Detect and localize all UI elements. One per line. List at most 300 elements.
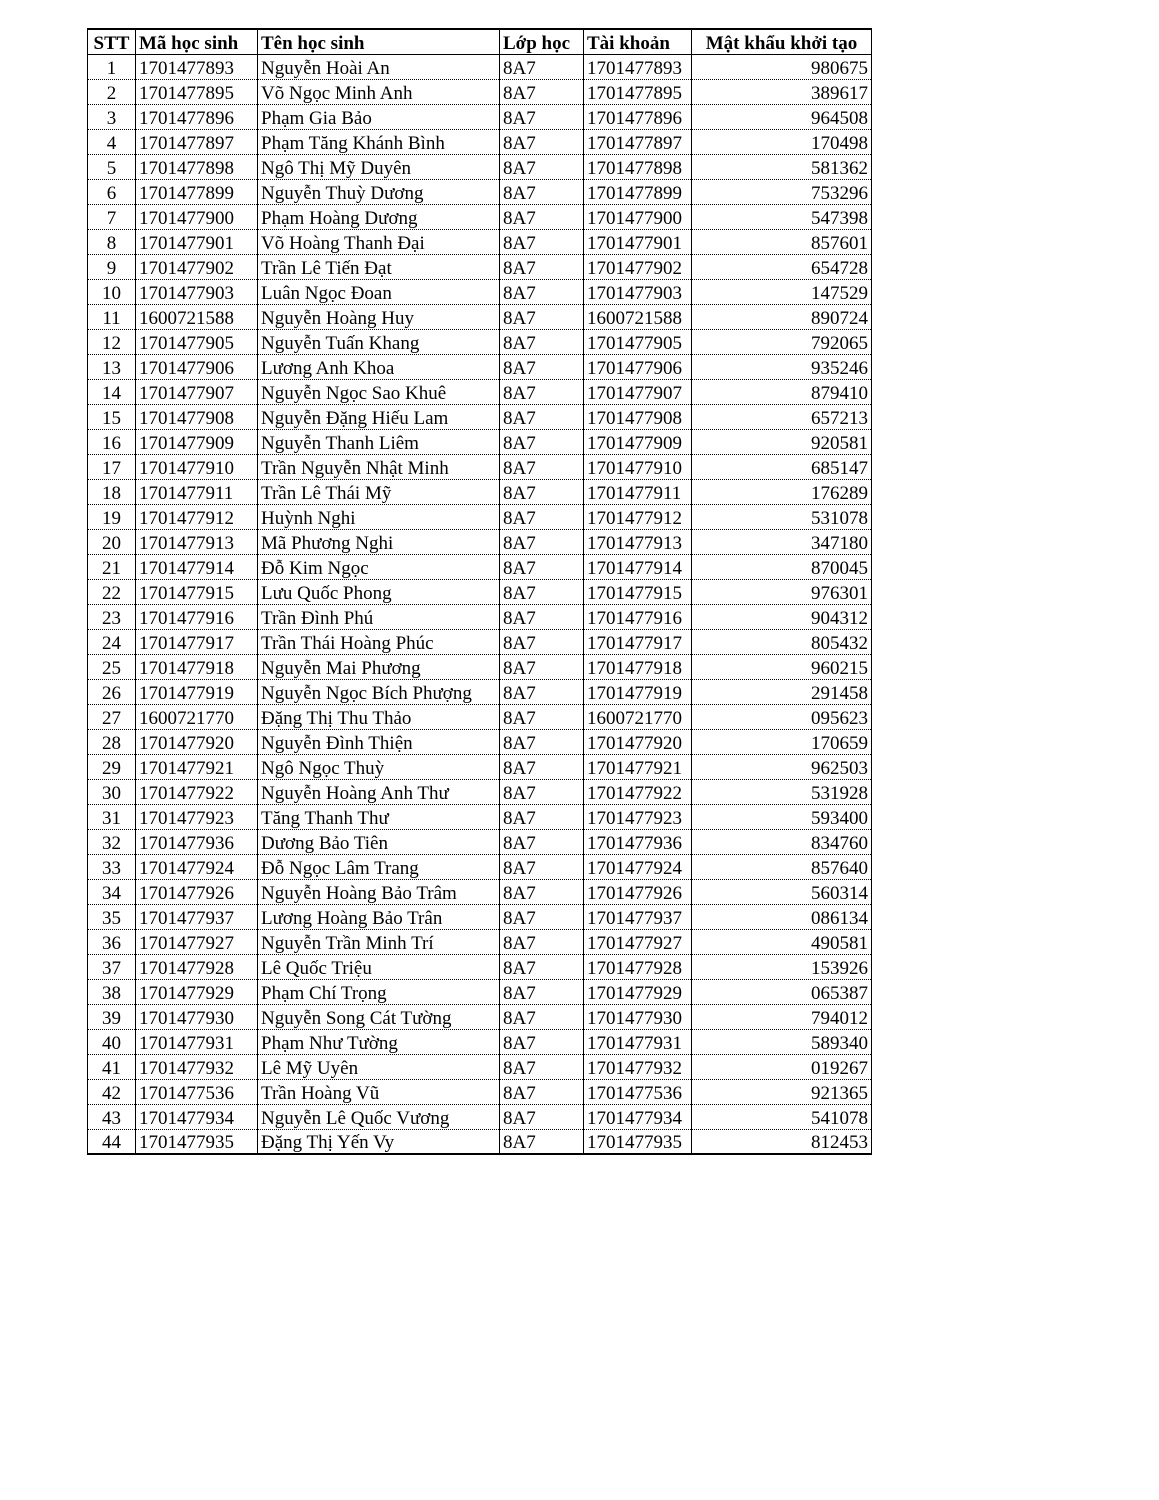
cell-class: 8A7: [500, 729, 584, 754]
cell-student-code: 1701477916: [136, 604, 258, 629]
table-row: [88, 54, 872, 79]
cell-initial-password: 920581: [692, 429, 872, 454]
cell-account: 1701477901: [584, 229, 692, 254]
cell-student-name: Nguyễn Ngọc Sao Khuê: [258, 379, 500, 404]
table-row: [88, 1054, 872, 1079]
cell-student-name: Phạm Gia Bảo: [258, 104, 500, 129]
cell-class: 8A7: [500, 679, 584, 704]
cell-initial-password: 857601: [692, 229, 872, 254]
cell-account: 1701477905: [584, 329, 692, 354]
cell-student-code: 1701477911: [136, 479, 258, 504]
cell-student-name: Nguyễn Hoàng Huy: [258, 304, 500, 329]
cell-account: 1701477902: [584, 254, 692, 279]
cell-account: 1701477913: [584, 529, 692, 554]
cell-initial-password: 964508: [692, 104, 872, 129]
cell-student-code: 1701477907: [136, 379, 258, 404]
cell-stt: 29: [88, 754, 136, 779]
header-stt: STT: [88, 29, 136, 54]
table-row: [88, 154, 872, 179]
cell-student-name: Đặng Thị Thu Thảo: [258, 704, 500, 729]
cell-class: 8A7: [500, 204, 584, 229]
cell-student-name: Nguyễn Đặng Hiếu Lam: [258, 404, 500, 429]
cell-student-name: Lương Anh Khoa: [258, 354, 500, 379]
cell-initial-password: 753296: [692, 179, 872, 204]
cell-account: 1701477896: [584, 104, 692, 129]
cell-stt: 19: [88, 504, 136, 529]
cell-stt: 40: [88, 1029, 136, 1054]
table-row: [88, 304, 872, 329]
cell-initial-password: 805432: [692, 629, 872, 654]
cell-account: 1701477911: [584, 479, 692, 504]
cell-class: 8A7: [500, 829, 584, 854]
cell-initial-password: 935246: [692, 354, 872, 379]
cell-account: 1701477921: [584, 754, 692, 779]
table-row: [88, 454, 872, 479]
cell-class: 8A7: [500, 1004, 584, 1029]
cell-student-code: 1701477922: [136, 779, 258, 804]
cell-stt: 21: [88, 554, 136, 579]
cell-class: 8A7: [500, 1029, 584, 1054]
cell-student-name: Luân Ngọc Đoan: [258, 279, 500, 304]
cell-class: 8A7: [500, 804, 584, 829]
cell-student-name: Phạm Hoàng Dương: [258, 204, 500, 229]
cell-stt: 34: [88, 879, 136, 904]
table-row: [88, 654, 872, 679]
cell-student-code: 1701477914: [136, 554, 258, 579]
cell-stt: 5: [88, 154, 136, 179]
cell-student-code: 1701477896: [136, 104, 258, 129]
cell-student-code: 1701477899: [136, 179, 258, 204]
cell-student-code: 1701477917: [136, 629, 258, 654]
cell-class: 8A7: [500, 704, 584, 729]
cell-initial-password: 879410: [692, 379, 872, 404]
cell-account: 1701477895: [584, 79, 692, 104]
cell-stt: 8: [88, 229, 136, 254]
cell-class: 8A7: [500, 504, 584, 529]
cell-student-name: Huỳnh Nghi: [258, 504, 500, 529]
header-class: Lớp học: [500, 29, 584, 54]
cell-student-name: Lê Mỹ Uyên: [258, 1054, 500, 1079]
cell-student-code: 1701477903: [136, 279, 258, 304]
cell-stt: 17: [88, 454, 136, 479]
table-header-row: [88, 29, 872, 54]
cell-initial-password: 153926: [692, 954, 872, 979]
table-row: [88, 479, 872, 504]
cell-initial-password: 095623: [692, 704, 872, 729]
cell-stt: 12: [88, 329, 136, 354]
cell-class: 8A7: [500, 154, 584, 179]
cell-stt: 30: [88, 779, 136, 804]
cell-student-name: Nguyễn Mai Phương: [258, 654, 500, 679]
table-row: [88, 679, 872, 704]
cell-student-name: Phạm Tăng Khánh Bình: [258, 129, 500, 154]
cell-class: 8A7: [500, 579, 584, 604]
cell-stt: 27: [88, 704, 136, 729]
cell-initial-password: 086134: [692, 904, 872, 929]
table-row: [88, 354, 872, 379]
cell-initial-password: 593400: [692, 804, 872, 829]
cell-account: 1701477906: [584, 354, 692, 379]
cell-account: 1701477893: [584, 54, 692, 79]
cell-stt: 11: [88, 304, 136, 329]
cell-stt: 16: [88, 429, 136, 454]
cell-initial-password: 834760: [692, 829, 872, 854]
cell-stt: 22: [88, 579, 136, 604]
table-row: [88, 254, 872, 279]
cell-student-name: Trần Lê Tiến Đạt: [258, 254, 500, 279]
cell-stt: 13: [88, 354, 136, 379]
cell-account: 1701477897: [584, 129, 692, 154]
cell-class: 8A7: [500, 279, 584, 304]
cell-student-code: 1701477913: [136, 529, 258, 554]
cell-class: 8A7: [500, 404, 584, 429]
cell-student-name: Tăng Thanh Thư: [258, 804, 500, 829]
cell-class: 8A7: [500, 379, 584, 404]
cell-account: 1701477899: [584, 179, 692, 204]
cell-stt: 26: [88, 679, 136, 704]
cell-initial-password: 857640: [692, 854, 872, 879]
cell-stt: 37: [88, 954, 136, 979]
cell-student-name: Trần Lê Thái Mỹ: [258, 479, 500, 504]
cell-account: 1701477924: [584, 854, 692, 879]
cell-student-code: 1701477937: [136, 904, 258, 929]
cell-initial-password: 170659: [692, 729, 872, 754]
cell-account: 1701477915: [584, 579, 692, 604]
cell-student-name: Nguyễn Hoài An: [258, 54, 500, 79]
cell-student-code: 1701477923: [136, 804, 258, 829]
cell-class: 8A7: [500, 1129, 584, 1154]
cell-stt: 4: [88, 129, 136, 154]
cell-initial-password: 792065: [692, 329, 872, 354]
cell-class: 8A7: [500, 529, 584, 554]
cell-student-name: Lưu Quốc Phong: [258, 579, 500, 604]
table-row: [88, 779, 872, 804]
cell-account: 1701477900: [584, 204, 692, 229]
cell-student-code: 1701477908: [136, 404, 258, 429]
cell-stt: 43: [88, 1104, 136, 1129]
table-row: [88, 229, 872, 254]
cell-student-code: 1701477934: [136, 1104, 258, 1129]
cell-student-name: Ngô Thị Mỹ Duyên: [258, 154, 500, 179]
cell-student-code: 1701477926: [136, 879, 258, 904]
cell-student-name: Phạm Như Tường: [258, 1029, 500, 1054]
cell-initial-password: 976301: [692, 579, 872, 604]
cell-account: 1701477898: [584, 154, 692, 179]
cell-initial-password: 870045: [692, 554, 872, 579]
table-row: [88, 329, 872, 354]
table-row: [88, 829, 872, 854]
table-row: [88, 929, 872, 954]
cell-class: 8A7: [500, 954, 584, 979]
cell-student-name: Nguyễn Đình Thiện: [258, 729, 500, 754]
cell-student-code: 1701477912: [136, 504, 258, 529]
cell-student-name: Nguyễn Hoàng Anh Thư: [258, 779, 500, 804]
cell-class: 8A7: [500, 304, 584, 329]
cell-student-code: 1701477919: [136, 679, 258, 704]
cell-class: 8A7: [500, 429, 584, 454]
cell-student-code: 1701477536: [136, 1079, 258, 1104]
cell-account: 1701477912: [584, 504, 692, 529]
table-row: [88, 704, 872, 729]
cell-student-name: Nguyễn Thanh Liêm: [258, 429, 500, 454]
cell-student-code: 1701477906: [136, 354, 258, 379]
cell-initial-password: 547398: [692, 204, 872, 229]
table-row: [88, 854, 872, 879]
table-row: [88, 1004, 872, 1029]
cell-class: 8A7: [500, 1054, 584, 1079]
cell-account: 1701477907: [584, 379, 692, 404]
cell-stt: 2: [88, 79, 136, 104]
cell-student-name: Lê Quốc Triệu: [258, 954, 500, 979]
cell-stt: 25: [88, 654, 136, 679]
cell-class: 8A7: [500, 179, 584, 204]
student-account-table: [87, 28, 872, 1155]
cell-account: 1701477926: [584, 879, 692, 904]
cell-account: 1701477918: [584, 654, 692, 679]
table-row: [88, 1029, 872, 1054]
cell-class: 8A7: [500, 329, 584, 354]
cell-student-name: Nguyễn Thuỳ Dương: [258, 179, 500, 204]
cell-class: 8A7: [500, 779, 584, 804]
cell-student-code: 1701477930: [136, 1004, 258, 1029]
cell-initial-password: 581362: [692, 154, 872, 179]
table-row: [88, 404, 872, 429]
table-row: [88, 979, 872, 1004]
cell-student-name: Phạm Chí Trọng: [258, 979, 500, 1004]
cell-account: 1600721770: [584, 704, 692, 729]
cell-student-name: Nguyễn Trần Minh Trí: [258, 929, 500, 954]
cell-initial-password: 531078: [692, 504, 872, 529]
table-row: [88, 729, 872, 754]
cell-initial-password: 890724: [692, 304, 872, 329]
cell-student-name: Đỗ Kim Ngọc: [258, 554, 500, 579]
cell-initial-password: 490581: [692, 929, 872, 954]
cell-account: 1701477917: [584, 629, 692, 654]
cell-account: 1701477937: [584, 904, 692, 929]
table-row: [88, 879, 872, 904]
cell-stt: 7: [88, 204, 136, 229]
table-row: [88, 129, 872, 154]
cell-stt: 31: [88, 804, 136, 829]
cell-student-code: 1701477901: [136, 229, 258, 254]
cell-stt: 38: [88, 979, 136, 1004]
cell-class: 8A7: [500, 604, 584, 629]
header-student-code: Mã học sinh: [136, 29, 258, 54]
cell-student-code: 1701477897: [136, 129, 258, 154]
cell-initial-password: 291458: [692, 679, 872, 704]
cell-student-name: Đặng Thị Yến Vy: [258, 1129, 500, 1154]
table-row: [88, 79, 872, 104]
cell-class: 8A7: [500, 1079, 584, 1104]
cell-account: 1701477909: [584, 429, 692, 454]
cell-student-code: 1701477898: [136, 154, 258, 179]
cell-student-code: 1701477920: [136, 729, 258, 754]
cell-student-code: 1701477932: [136, 1054, 258, 1079]
cell-class: 8A7: [500, 104, 584, 129]
cell-stt: 36: [88, 929, 136, 954]
cell-initial-password: 654728: [692, 254, 872, 279]
cell-student-code: 1701477936: [136, 829, 258, 854]
cell-class: 8A7: [500, 554, 584, 579]
cell-class: 8A7: [500, 54, 584, 79]
cell-student-code: 1701477921: [136, 754, 258, 779]
cell-initial-password: 921365: [692, 1079, 872, 1104]
table-row: [88, 629, 872, 654]
table-row: [88, 954, 872, 979]
cell-stt: 41: [88, 1054, 136, 1079]
table-row: [88, 804, 872, 829]
cell-account: 1701477903: [584, 279, 692, 304]
header-initial-password: Mật khẩu khởi tạo: [692, 29, 872, 54]
cell-student-name: Trần Nguyễn Nhật Minh: [258, 454, 500, 479]
table-row: [88, 104, 872, 129]
cell-student-code: 1600721770: [136, 704, 258, 729]
cell-stt: 42: [88, 1079, 136, 1104]
cell-student-code: 1701477924: [136, 854, 258, 879]
cell-class: 8A7: [500, 879, 584, 904]
cell-class: 8A7: [500, 1104, 584, 1129]
cell-stt: 44: [88, 1129, 136, 1154]
cell-class: 8A7: [500, 254, 584, 279]
cell-stt: 10: [88, 279, 136, 304]
cell-stt: 35: [88, 904, 136, 929]
cell-student-code: 1701477895: [136, 79, 258, 104]
cell-class: 8A7: [500, 129, 584, 154]
cell-student-name: Trần Đình Phú: [258, 604, 500, 629]
cell-initial-password: 065387: [692, 979, 872, 1004]
table-row: [88, 204, 872, 229]
cell-account: 1701477910: [584, 454, 692, 479]
cell-student-code: 1701477918: [136, 654, 258, 679]
cell-account: 1600721588: [584, 304, 692, 329]
cell-account: 1701477536: [584, 1079, 692, 1104]
cell-stt: 32: [88, 829, 136, 854]
cell-stt: 18: [88, 479, 136, 504]
table-row: [88, 379, 872, 404]
cell-student-code: 1701477935: [136, 1129, 258, 1154]
cell-class: 8A7: [500, 929, 584, 954]
cell-student-name: Võ Ngọc Minh Anh: [258, 79, 500, 104]
cell-initial-password: 560314: [692, 879, 872, 904]
table-row: [88, 279, 872, 304]
cell-student-code: 1701477929: [136, 979, 258, 1004]
cell-initial-password: 812453: [692, 1129, 872, 1154]
cell-class: 8A7: [500, 479, 584, 504]
cell-student-code: 1701477915: [136, 579, 258, 604]
cell-account: 1701477935: [584, 1129, 692, 1154]
cell-account: 1701477922: [584, 779, 692, 804]
table-row: [88, 579, 872, 604]
cell-class: 8A7: [500, 629, 584, 654]
cell-class: 8A7: [500, 354, 584, 379]
cell-student-name: Đỗ Ngọc Lâm Trang: [258, 854, 500, 879]
cell-stt: 39: [88, 1004, 136, 1029]
cell-initial-password: 589340: [692, 1029, 872, 1054]
cell-account: 1701477923: [584, 804, 692, 829]
cell-initial-password: 147529: [692, 279, 872, 304]
cell-stt: 33: [88, 854, 136, 879]
cell-account: 1701477930: [584, 1004, 692, 1029]
cell-class: 8A7: [500, 904, 584, 929]
cell-student-code: 1701477910: [136, 454, 258, 479]
cell-stt: 20: [88, 529, 136, 554]
cell-stt: 24: [88, 629, 136, 654]
table-row: [88, 904, 872, 929]
cell-account: 1701477934: [584, 1104, 692, 1129]
table-row: [88, 754, 872, 779]
cell-student-name: Mã Phương Nghi: [258, 529, 500, 554]
cell-class: 8A7: [500, 654, 584, 679]
cell-student-code: 1701477893: [136, 54, 258, 79]
table-body: [88, 54, 872, 1154]
cell-initial-password: 389617: [692, 79, 872, 104]
table-row: [88, 1079, 872, 1104]
cell-student-code: 1701477900: [136, 204, 258, 229]
cell-student-name: Trần Thái Hoàng Phúc: [258, 629, 500, 654]
cell-initial-password: 685147: [692, 454, 872, 479]
cell-student-name: Trần Hoàng Vũ: [258, 1079, 500, 1104]
cell-student-name: Nguyễn Lê Quốc Vương: [258, 1104, 500, 1129]
cell-student-name: Lương Hoàng Bảo Trân: [258, 904, 500, 929]
cell-student-code: 1701477909: [136, 429, 258, 454]
table-row: [88, 1104, 872, 1129]
table-row: [88, 604, 872, 629]
cell-stt: 3: [88, 104, 136, 129]
cell-account: 1701477908: [584, 404, 692, 429]
cell-class: 8A7: [500, 979, 584, 1004]
cell-initial-password: 541078: [692, 1104, 872, 1129]
cell-initial-password: 657213: [692, 404, 872, 429]
cell-initial-password: 904312: [692, 604, 872, 629]
cell-student-name: Nguyễn Hoàng Bảo Trâm: [258, 879, 500, 904]
cell-account: 1701477931: [584, 1029, 692, 1054]
cell-account: 1701477932: [584, 1054, 692, 1079]
table-row: [88, 179, 872, 204]
table-row: [88, 554, 872, 579]
cell-student-code: 1701477931: [136, 1029, 258, 1054]
cell-student-name: Võ Hoàng Thanh Đại: [258, 229, 500, 254]
cell-student-code: 1701477927: [136, 929, 258, 954]
cell-initial-password: 176289: [692, 479, 872, 504]
cell-student-name: Nguyễn Song Cát Tường: [258, 1004, 500, 1029]
table-row: [88, 1129, 872, 1154]
cell-initial-password: 960215: [692, 654, 872, 679]
cell-student-name: Ngô Ngọc Thuỳ: [258, 754, 500, 779]
cell-stt: 23: [88, 604, 136, 629]
cell-account: 1701477929: [584, 979, 692, 1004]
cell-class: 8A7: [500, 454, 584, 479]
cell-student-name: Nguyễn Tuấn Khang: [258, 329, 500, 354]
cell-initial-password: 962503: [692, 754, 872, 779]
cell-account: 1701477919: [584, 679, 692, 704]
cell-account: 1701477927: [584, 929, 692, 954]
cell-initial-password: 347180: [692, 529, 872, 554]
cell-student-code: 1600721588: [136, 304, 258, 329]
cell-account: 1701477916: [584, 604, 692, 629]
cell-stt: 28: [88, 729, 136, 754]
cell-initial-password: 531928: [692, 779, 872, 804]
cell-stt: 6: [88, 179, 136, 204]
cell-class: 8A7: [500, 754, 584, 779]
table-row: [88, 429, 872, 454]
table-row: [88, 529, 872, 554]
cell-account: 1701477936: [584, 829, 692, 854]
cell-account: 1701477914: [584, 554, 692, 579]
cell-student-code: 1701477905: [136, 329, 258, 354]
cell-student-code: 1701477928: [136, 954, 258, 979]
student-account-sheet: [87, 28, 872, 1155]
cell-class: 8A7: [500, 854, 584, 879]
